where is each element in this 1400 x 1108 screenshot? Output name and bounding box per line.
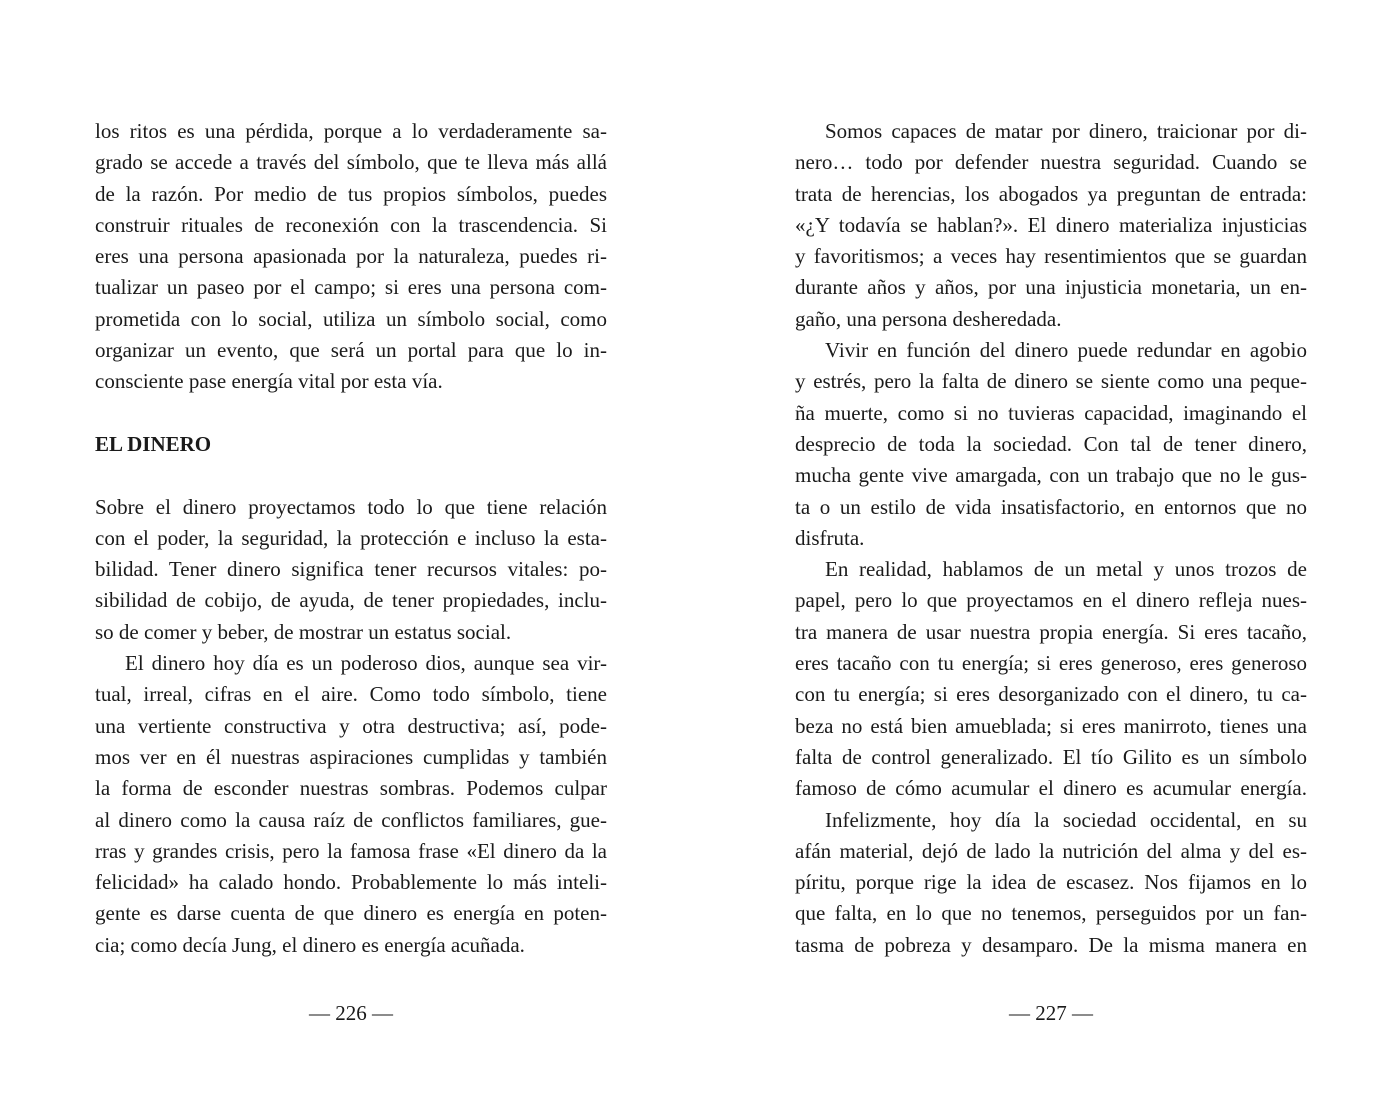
page-number-left: — 226 —: [309, 1001, 393, 1025]
text-line: al dinero como la causa raíz de conflictos familiares, gue-: [95, 807, 607, 832]
text-line: falta de control generalizado. El tío Gilito es un símbolo: [795, 744, 1307, 769]
spacer: [95, 460, 607, 491]
text-line: mos ver en él nuestras aspiraciones cumplidas y también: [95, 744, 607, 769]
text-line: gaño, una persona desheredada.: [795, 306, 1062, 331]
text-line: organizar un evento, que será un portal para que lo in-: [95, 338, 607, 363]
text-line: que falta, en lo que no tenemos, perseguidos por un fan-: [795, 901, 1307, 926]
text-line: durante años y años, por una injusticia monetaria, un en-: [795, 275, 1307, 300]
text-line: prometida con lo social, utiliza un símbolo social, como: [95, 306, 607, 331]
text-line: Vivir en función del dinero puede redundar en agobio: [825, 338, 1307, 363]
text-line: sibilidad de cobijo, de ayuda, de tener propiedades, inclu-: [95, 588, 607, 613]
text-line: eres tacaño con tu energía; si eres generoso, eres generoso: [795, 651, 1307, 676]
text-line: ña muerte, como si no tuvieras capacidad, imaginando el: [795, 400, 1307, 425]
paragraph-money-god: [95, 648, 607, 961]
right-page: [795, 116, 1307, 961]
text-line: con tu energía; si eres desorganizado con el dinero, tu ca-: [795, 682, 1307, 707]
text-line: felicidad» ha calado hondo. Probablemente lo más inteli-: [95, 870, 607, 895]
text-line: mucha gente vive amargada, con un trabajo que no le gus-: [795, 463, 1307, 488]
text-line: nero… todo por defender nuestra seguridad. Cuando se: [795, 150, 1307, 175]
text-line: so de comer y beber, de mostrar un estatus social.: [95, 619, 512, 644]
text-line: beza no está bien amueblada; si eres manirroto, tienes una: [795, 713, 1307, 738]
text-line: bilidad. Tener dinero significa tener recursos vitales: po-: [95, 557, 607, 582]
text-line: de la razón. Por medio de tus propios símbolos, puedes: [95, 181, 607, 206]
text-line: píritu, porque rige la idea de escasez. Nos fijamos en lo: [795, 870, 1307, 895]
text-line: Somos capaces de matar por dinero, traicionar por di-: [825, 119, 1307, 143]
paragraph-rituals: [95, 116, 607, 398]
text-line: «¿Y todavía se hablan?». El dinero materializa injusticias: [795, 212, 1307, 237]
section-heading: EL DINERO: [95, 431, 212, 456]
text-line: eres una persona apasionada por la naturaleza, puedes ri-: [95, 244, 607, 269]
text-line: gente es darse cuenta de que dinero es energía en poten-: [95, 901, 607, 926]
text-line: una vertiente constructiva y otra destructiva; así, pode-: [95, 713, 607, 738]
spacer: [95, 398, 607, 429]
text-line: tualizar un paseo por el campo; si eres una persona com-: [95, 275, 607, 300]
text-line: tra manera de usar nuestra propia energía. Si eres tacaño,: [795, 619, 1307, 644]
text-line: construir rituales de reconexión con la trascendencia. Si: [95, 212, 607, 237]
text-line: cia; como decía Jung, el dinero es energía acuñada.: [95, 932, 525, 957]
text-line: ta o un estilo de vida insatisfactorio, en entornos que no: [795, 494, 1307, 519]
text-line: En realidad, hablamos de un metal y unos trozos de: [825, 557, 1307, 582]
text-line: consciente pase energía vital por esta vía.: [95, 369, 443, 394]
text-line: afán material, dejó de lado la nutrición del alma y del es-: [795, 838, 1307, 863]
text-line: disfruta.: [795, 525, 865, 550]
text-line: los ritos es una pérdida, porque a lo verdaderamente sa-: [95, 119, 607, 143]
paragraph-money-intro: [95, 492, 607, 648]
text-line: famoso de cómo acumular el dinero es acumular energía.: [795, 776, 1307, 801]
paragraph-scarcity: [795, 805, 1307, 961]
paragraph-metal-and-paper: [795, 554, 1307, 804]
text-line: la forma de esconder nuestras sombras. Podemos culpar: [95, 776, 607, 801]
paragraph-kill-for-money: [795, 116, 1307, 335]
text-line: con el poder, la seguridad, la protección e incluso la esta-: [95, 525, 607, 550]
text-line: Sobre el dinero proyectamos todo lo que tiene relación: [95, 494, 607, 519]
text-line: trata de herencias, los abogados ya preguntan de entrada:: [795, 181, 1307, 206]
text-line: y estrés, pero la falta de dinero se siente como una peque-: [795, 369, 1307, 394]
text-line: papel, pero lo que proyectamos en el dinero refleja nues-: [795, 588, 1307, 613]
text-line: tasma de pobreza y desamparo. De la misma manera en: [795, 932, 1307, 957]
text-line: Infelizmente, hoy día la sociedad occidental, en su: [825, 807, 1307, 832]
text-line: rras y grandes crisis, pero la famosa frase «El dinero da la: [95, 838, 607, 863]
left-page: [95, 116, 607, 961]
paragraph-living-for-money: [795, 335, 1307, 554]
page-number-right: — 227 —: [1009, 1001, 1093, 1025]
text-line: grado se accede a través del símbolo, que te lleva más allá: [95, 150, 607, 175]
text-line: y favoritismos; a veces hay resentimientos que se guardan: [795, 244, 1307, 269]
text-line: El dinero hoy día es un poderoso dios, aunque sea vir-: [125, 651, 607, 676]
text-line: desprecio de toda la sociedad. Con tal de tener dinero,: [795, 431, 1307, 456]
text-line: tual, irreal, cifras en el aire. Como todo símbolo, tiene: [95, 682, 607, 707]
